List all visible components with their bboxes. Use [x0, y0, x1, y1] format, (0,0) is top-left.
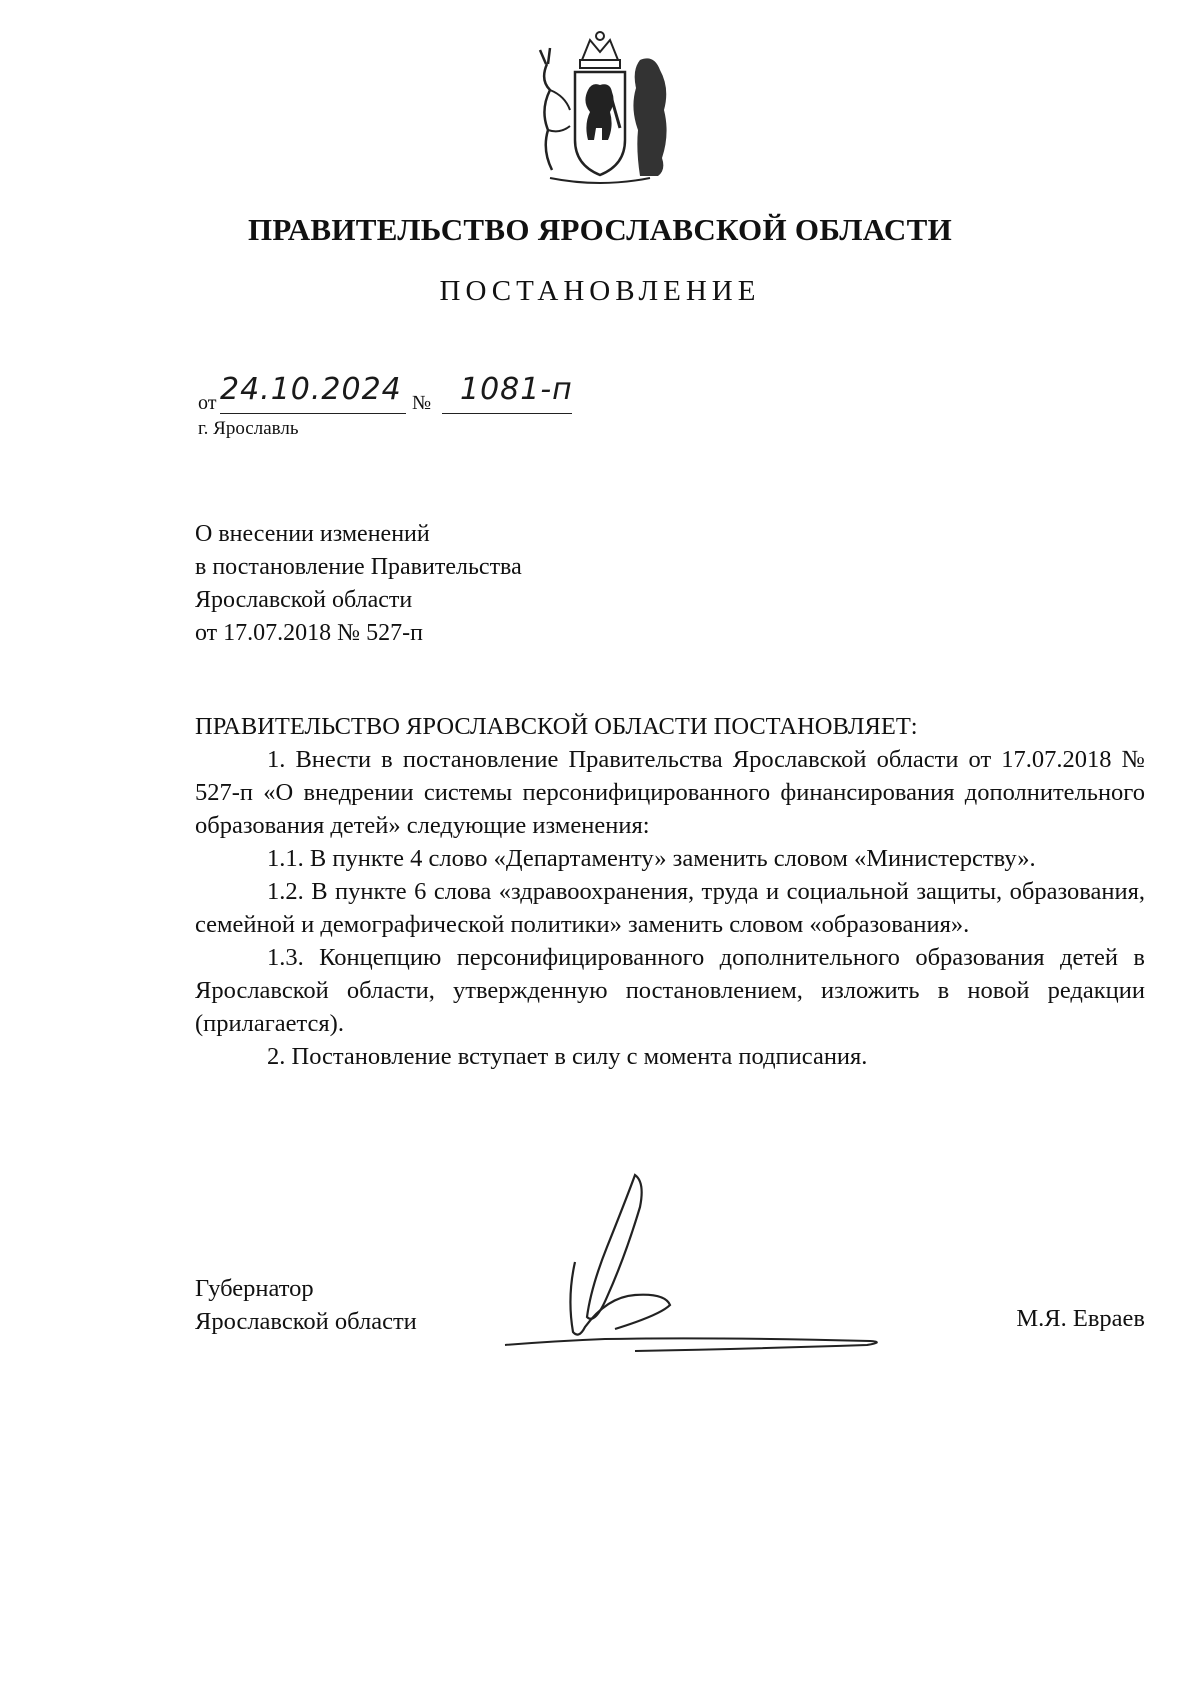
- coat-of-arms-icon: [520, 30, 680, 185]
- number-prefix: №: [412, 392, 432, 414]
- document-date: 24.10.2024: [220, 372, 402, 407]
- city: г. Ярославль: [198, 418, 299, 439]
- subject-line: Ярославской области: [195, 587, 413, 613]
- handwritten-signature-icon: [495, 1167, 915, 1357]
- date-prefix: от: [198, 392, 217, 414]
- document-subject: [195, 518, 522, 650]
- document-number: 1081-п: [460, 372, 573, 407]
- position-line: Губернатор: [195, 1275, 314, 1302]
- document-body: [195, 710, 1145, 1073]
- body-paragraph: 1. Внести в постановление Правительства Ярославской области от 17.07.2018 № 527-п «О внедрении системы персонифицированного финансирования дополнительного образования детей» следующие изменения:: [195, 746, 1145, 839]
- signatory-name: М.Я. Евраев: [1016, 1305, 1145, 1332]
- signature-block: [195, 1272, 1145, 1412]
- document-type: ПОСТАНОВЛЕНИЕ: [439, 275, 761, 307]
- subject-line: от 17.07.2018 № 527-п: [195, 620, 423, 646]
- position-line: Ярославской области: [195, 1308, 417, 1335]
- body-paragraph: 1.1. В пункте 4 слово «Департаменту» заменить словом «Министерству».: [267, 845, 1036, 872]
- number-underline: [442, 413, 572, 414]
- organization-title: ПРАВИТЕЛЬСТВО ЯРОСЛАВСКОЙ ОБЛАСТИ: [248, 212, 952, 247]
- body-paragraph: 2. Постановление вступает в силу с момента подписания.: [267, 1043, 868, 1070]
- subject-line: О внесении изменений: [195, 521, 430, 547]
- date-underline: [220, 413, 406, 414]
- body-paragraph: 1.2. В пункте 6 слова «здравоохранения, труда и социальной защиты, образования, семейной и демографической политики» заменить словом «образования».: [195, 878, 1145, 938]
- resolution-heading: ПРАВИТЕЛЬСТВО ЯРОСЛАВСКОЙ ОБЛАСТИ ПОСТАНОВЛЯЕТ:: [195, 713, 918, 740]
- subject-line: в постановление Правительства: [195, 554, 522, 580]
- body-paragraph: 1.3. Концепцию персонифицированного дополнительного образования детей в Ярославской области, утвержденную постановлением, изложить в новой редакции (прилагается).: [195, 944, 1145, 1037]
- signatory-position: [195, 1272, 417, 1338]
